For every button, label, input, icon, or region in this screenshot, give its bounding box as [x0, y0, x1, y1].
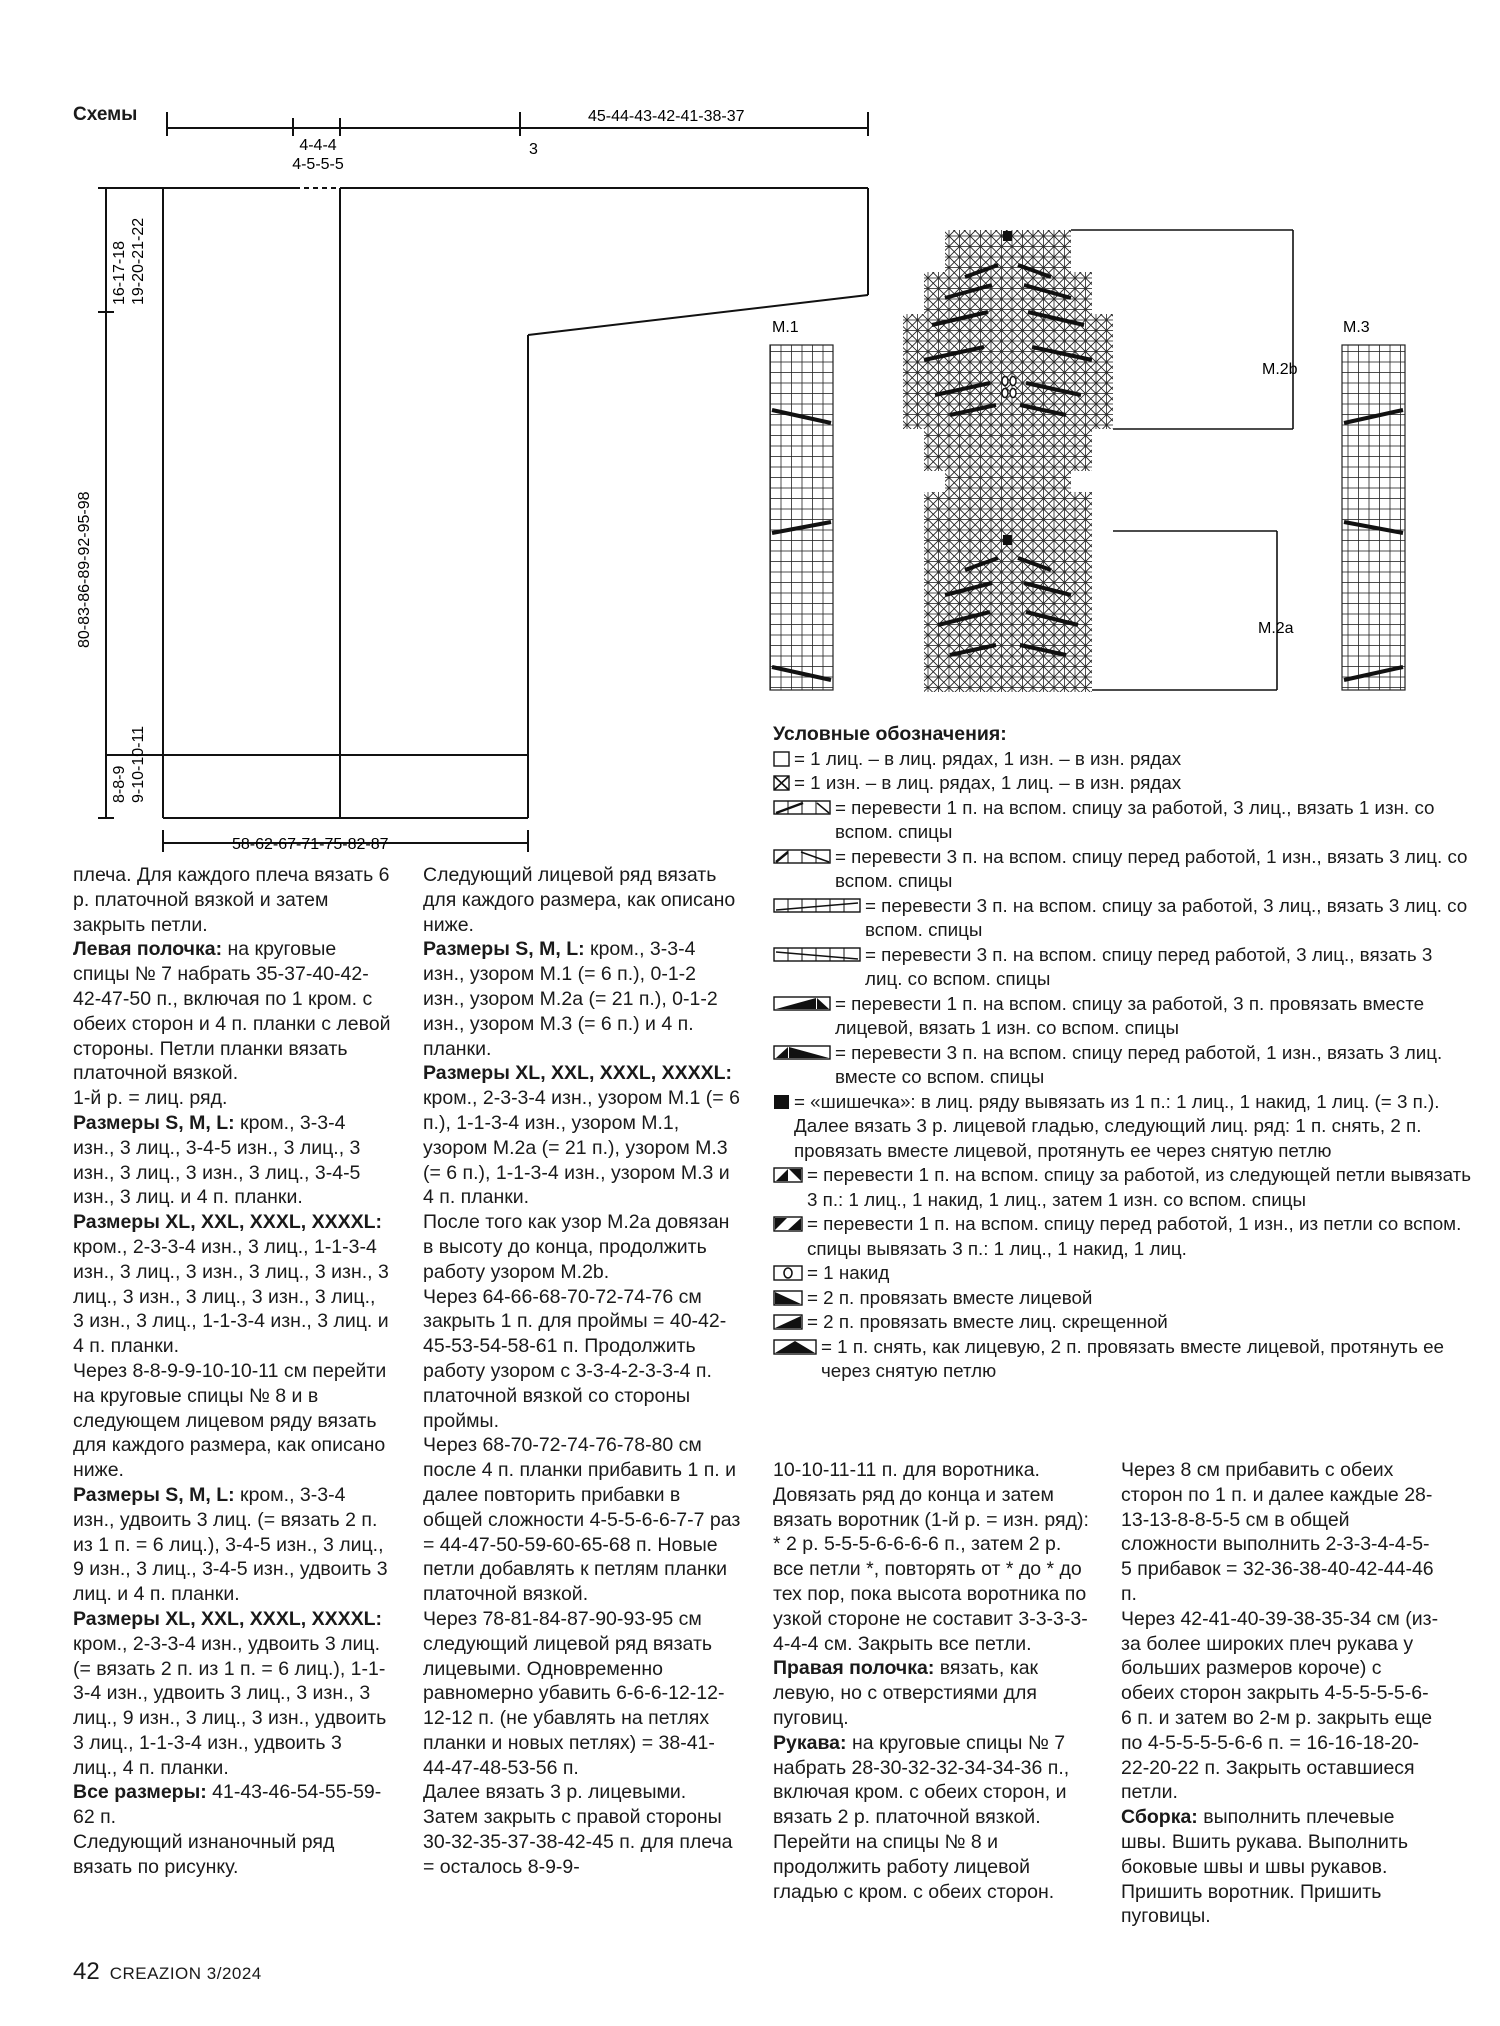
dim-width: 58-62-67-71-75-82-87 — [232, 836, 389, 853]
garment-schematic — [0, 0, 880, 860]
legend-item: = перевести 3 п. на вспом. спицу перед работой, 1 изн., вязать 3 лиц. со вспом. спицы — [773, 845, 1473, 894]
chart-m1 — [770, 319, 833, 690]
legend-item: = 2 п. провязать вместе лиц. скрещенной — [773, 1310, 1473, 1335]
dim-shoulder: 45-44-43-42-41-38-37 — [588, 108, 745, 125]
dim-band-2: 9-10-10-11 — [130, 725, 147, 803]
sk2p-icon — [773, 1335, 817, 1357]
dim-armhole-2: 19-20-21-22 — [130, 217, 147, 305]
legend-item: = 1 накид — [773, 1261, 1473, 1286]
text-column-4: Через 8 см прибавить с обеих сторон по 1 п. и далее каждые 28-13-13-8-8-5-5 см в общей сложности выполнить 2-3-3-4-4-5-5 прибавок = 32-36-38-40-42-44-46 п. Через 42-41-40-39-38-35-34 см (из-за более широких плеч рукава у больших размеров короче) с обеих сторон закрыть 4-5-5-5-5-6-6 п. и затем во 2-м р. закрыть еще по 4-5-5-5-5-6-6 п. = 16-16-18-20-22-20-22 п. Закрыть оставшиеся петли. Сборка: выполнить плечевые швы. Вшить рукава. Выполнить боковые швы и швы рукавов. Пришить воротник. Пришить пуговицы. — [1121, 1459, 1439, 1928]
chart-m1-label: M.1 — [772, 319, 799, 336]
cable-dec-right-icon — [773, 1041, 831, 1063]
chart-m2a-label: M.2a — [1258, 620, 1294, 637]
page-number: 42 — [73, 1958, 100, 1985]
text-column-1: плеча. Для каждого плеча вязать 6 р. платочной вязкой и затем закрыть петли. Левая полочка: на круговые спицы № 7 набрать 35-37-40-42-42-47-50 п., включая по 1 кром. с обеих сторон и 4 п. планки с левой стороны. Петли планки вязать платочной вязкой. 1-й р. = лиц. ряд. Размеры S, M, L: кром., 3-3-4 изн., 3 лиц., 3-4-5 изн., 3 лиц., 3 изн., 3 лиц., 3 изн., 3 лиц., 3-4-5 изн., 3 лиц. и 4 п. планки. Размеры XL, XXL, XXXL, XXXXL: кром., 2-3-3-4 изн., 3 лиц., 1-1-3-4 изн., 3 лиц., 3 изн., 3 лиц., 3 изн., 3 лиц., 3 изн., 3 лиц., 3 изн., 3 лиц., 3 изн., 3 лиц., 1-1-3-4 изн., 3 лиц. и 4 п. планки. Через 8-8-9-9-10-10-11 см перейти на круговые спицы № 8 и в следующем лицевом ряду вязать для каждого размера, как описано ниже. Размеры S, M, L: кром., 3-3-4 изн., удвоить 3 лиц. (= вязать 2 п. из 1 п. = 6 лиц.), 3-4-5 изн., 3 лиц., 9 изн., 3 лиц., 3-4-5 изн., удвоить 3 лиц. и 4 п. планки. Размеры XL, XXL, XXXL, XXXXL: кром., 2-3-3-4 изн., удвоить 3 лиц. (= вязать 2 п. из 1 п. = 6 лиц.), 1-1-3-4 изн., удвоить 3 лиц., 3 изн., 3 лиц., 9 изн., 3 лиц., 3 изн., удвоить 3 лиц., 1-1-3-4 изн., удвоить 3 лиц., 4 п. планки. Все размеры: 41-43-46-54-55-59-62 п. Следующий изнаночный ряд вязать по рисунку. — [73, 864, 391, 1878]
legend-item: = перевести 1 п. на вспом. спицу за работой, из следующей петли вывязать 3 п.: 1 лиц., 1 накид, 1 лиц., затем 1 изн. со вспом. спицы — [773, 1163, 1473, 1212]
magazine-issue: CREAZION 3/2024 — [109, 1964, 262, 1983]
legend-item: = перевести 3 п. на вспом. спицу перед работой, 1 изн., вязать 3 лиц. вместе со вспом. спицы — [773, 1041, 1473, 1090]
text-column-3: 10-10-11-11 п. для воротника. Довязать ряд до конца и затем вязать воротник (1-й р. = изн. ряд): * 2 р. 5-5-5-6-6-6-6 п., затем 2 р. все петли *, повторять от * до * до тех пор, пока высота воротника по узкой стороне не составит 3-3-3-3-4-4-4 см. Закрыть все петли. Правая полочка: вязать, как левую, но с отверстиями для пуговиц. Рукава: на круговые спицы № 7 набрать 28-30-32-32-34-34-36 п., включая кром. с обеих сторон, и вязать 2 р. платочной вязкой. Перейти на спицы № 8 и продолжить работу лицевой гладью с кром. с обеих сторон. — [773, 1459, 1089, 1903]
chart-legend — [773, 722, 1473, 1384]
yarn-over-icon — [773, 1261, 803, 1283]
legend-title: Условные обозначения: — [773, 723, 1007, 745]
k2tog-tbl-icon — [773, 1310, 803, 1332]
legend-item: = 2 п. провязать вместе лицевой — [773, 1286, 1473, 1311]
knitting-charts — [760, 215, 1500, 715]
cable-front-icon — [773, 943, 861, 965]
page-footer — [73, 1958, 262, 1986]
k2tog-icon — [773, 1286, 803, 1308]
bobble-icon — [773, 1090, 790, 1112]
chart-m3-label: M.3 — [1343, 319, 1370, 336]
knit-stitch-icon — [773, 747, 790, 769]
chart-m2b-label: M.2b — [1262, 361, 1298, 378]
text-column-2: Следующий лицевой ряд вязать для каждого размера, как описано ниже. Размеры S, M, L: кром., 3-3-4 изн., узором M.1 (= 6 п.), 0-1-2 изн., узором M.2a (= 21 п.), 0-1-2 изн., узором M.3 (= 6 п.) и 4 п. планки. Размеры XL, XXL, XXXL, XXXXL: кром., 2-3-3-4 изн., узором M.1 (= 6 п.), 1-1-3-4 изн., узором M.1, узором M.2a (= 21 п.), узором M.3 (= 6 п.), 1-1-3-4 изн., узором M.3 и 4 п. планки. После того как узор M.2a довязан в высоту до конца, продолжить работу узором M.2b. Через 64-66-68-70-72-74-76 см закрыть 1 п. для проймы = 40-42-45-53-54-58-61 п. Продолжить работу узором с 3-3-4-2-3-3-4 п. платочной вязкой со стороны проймы. Через 68-70-72-74-76-78-80 см после 4 п. планки прибавить 1 п. и далее повторить прибавки в общей сложности 4-5-5-6-6-7-7 раз = 44-47-50-59-60-65-68 п. Новые петли добавлять к петлям планки платочной вязкой. Через 78-81-84-87-90-93-95 см следующий лицевой ряд вязать лицевыми. Одновременно равномерно убавить 6-6-6-12-12-12-12 п. (не убавлять на петлях планки и новых петлях) = 38-41-44-47-48-53-56 п. Далее вязать 3 р. лицевыми. Затем закрыть с правой стороны 30-32-35-37-38-42-45 п. для плеча = осталось 8-9-9- — [423, 864, 741, 1878]
purl-stitch-icon — [773, 771, 790, 793]
legend-item: = 1 п. снять, как лицевую, 2 п. провязать вместе лицевой, протянуть ее через снятую петлю — [773, 1335, 1473, 1384]
legend-item: = перевести 1 п. на вспом. спицу за работой, 3 лиц., вязать 1 изн. со вспом. спицы — [773, 796, 1473, 845]
legend-item: = 1 изн. – в лиц. рядах, 1 лиц. – в изн. рядах — [773, 771, 1473, 796]
legend-item: = перевести 1 п. на вспом. спицу за работой, 3 п. провязать вместе лицевой, вязать 1 изн. со вспом. спицы — [773, 992, 1473, 1041]
cable-right-icon — [773, 845, 831, 867]
legend-item: = «шишечка»: в лиц. ряду вывязать из 1 п.: 1 лиц., 1 накид, 1 лиц. (= 3 п.). Далее вязать 3 р. лицевой гладью, следующий лиц. ряд: 1 п. снять, 2 п. провязать вместе лицевой, протянуть ее через снятую петлю — [773, 1090, 1473, 1164]
increase-right-icon — [773, 1212, 803, 1234]
section-title: Схемы — [73, 104, 138, 125]
cable-back-icon — [773, 894, 861, 916]
cable-left-icon — [773, 796, 831, 818]
dim-armhole-1: 16-17-18 — [111, 240, 128, 305]
dim-length: 80-83-86-89-92-95-98 — [76, 491, 93, 648]
increase-left-icon — [773, 1163, 803, 1185]
dim-neck-2: 4-5-5-5 — [292, 156, 344, 173]
legend-item: = перевести 3 п. на вспом. спицу перед работой, 3 лиц., вязать 3 лиц. со вспом. спицы — [773, 943, 1473, 992]
dim-three: 3 — [529, 141, 538, 158]
dim-band-1: 8-8-9 — [111, 765, 128, 803]
chart-m3 — [1342, 319, 1405, 690]
chart-m2 — [903, 230, 1298, 692]
legend-item: = 1 лиц. – в лиц. рядах, 1 изн. – в изн. рядах — [773, 747, 1473, 772]
legend-item: = перевести 3 п. на вспом. спицу за работой, 3 лиц., вязать 3 лиц. со вспом. спицы — [773, 894, 1473, 943]
cable-dec-left-icon — [773, 992, 831, 1014]
dim-neck-1: 4-4-4 — [299, 137, 337, 154]
legend-item: = перевести 1 п. на вспом. спицу перед работой, 1 изн., из петли со вспом. спицы вывязать 3 п.: 1 лиц., 1 накид, 1 лиц. — [773, 1212, 1473, 1261]
